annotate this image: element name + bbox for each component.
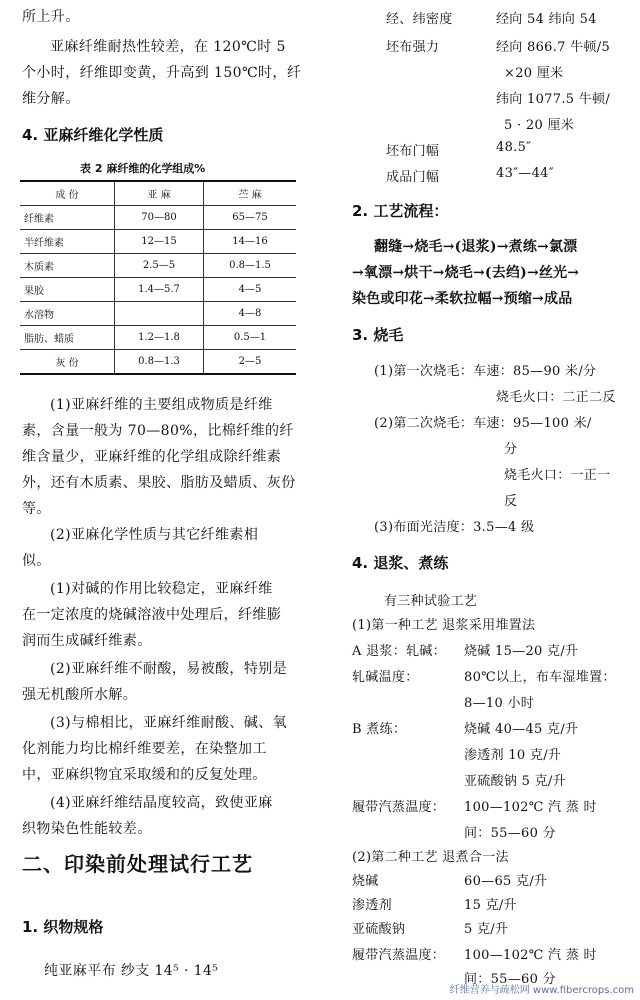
intro-line: 维分解。: [22, 91, 80, 107]
watermark: 纤维营养与疏松网 www.fibercrops.com: [449, 985, 634, 996]
paragraph-line: (1)对碱的作用比较稳定，亚麻纤维: [50, 581, 273, 597]
table-header-cell: 亚 麻: [115, 181, 204, 206]
table-row: [20, 278, 296, 302]
table-row: [20, 326, 296, 350]
process-key: 履带汽蒸温度：: [352, 948, 446, 963]
process-intro: 有三种试验工艺: [384, 594, 478, 609]
table-cell: 木质素: [20, 254, 115, 278]
process-value: 100—102℃ 汽 蒸 时: [464, 800, 597, 815]
singe-line: (3)布面光洁度：3.5—4 级: [374, 520, 535, 535]
table-cell: 4—8: [204, 302, 297, 326]
process-key: 渗透剂: [352, 898, 392, 913]
paragraph-line: 似。: [22, 553, 51, 569]
process-value: 渗透剂 10 克/升: [464, 748, 562, 763]
paragraph-line: (3)与棉相比，亚麻纤维耐酸、碱、氧: [50, 715, 288, 731]
process-title: (2)第二种工艺 退煮合一法: [352, 850, 509, 865]
spec-key: 坯布门幅: [386, 144, 440, 159]
table-cell: 1.4—5.7: [115, 278, 204, 302]
chemical-composition-table: [20, 180, 296, 375]
table-cell: 0.8—1.3: [115, 350, 204, 375]
spec-value: 5 · 20 厘米: [504, 118, 575, 133]
process-key: A 退浆：轧碱：: [352, 644, 446, 659]
intro-line: 个小时，纤维即变黄，升高到 150℃时，纤: [22, 65, 302, 81]
process-value: 间：55—60 分: [464, 826, 556, 841]
spec-value: 43″—44″: [496, 166, 554, 181]
paragraph-line: (4)亚麻纤维结晶度较高，致使亚麻: [50, 795, 273, 811]
table-cell: 果胶: [20, 278, 115, 302]
table-cell: 12—15: [115, 230, 204, 254]
table-cell: 4—5: [204, 278, 297, 302]
intro-line: 所上升。: [22, 9, 80, 25]
paragraph-line: (1)亚麻纤维的主要组成物质是纤维: [50, 397, 273, 413]
paragraph-line: 化剂能力均比棉纤维要差，在染整加工: [22, 741, 267, 757]
table-row: [20, 254, 296, 278]
process-value: 间：55—60 分: [464, 972, 556, 987]
section-heading: 4. 亚麻纤维化学性质: [22, 126, 164, 144]
table-row: [20, 230, 296, 254]
subsection-heading: 2. 工艺流程：: [352, 202, 449, 220]
table-cell: 水溶物: [20, 302, 115, 326]
process-value: 60—65 克/升: [464, 874, 548, 889]
table-header-cell: 苎 麻: [204, 181, 297, 206]
spec-key: 经、纬密度: [386, 12, 453, 27]
process-flow-line: 染色或印花→柔软拉幅→预缩→成品: [352, 291, 573, 307]
subsection-heading: 1. 织物规格: [22, 918, 104, 936]
paragraph-line: 织物染色性能较差。: [22, 821, 152, 837]
spec-value: 纬向 1077.5 牛顿/: [496, 92, 611, 107]
process-key: B 煮练：: [352, 722, 407, 737]
table-cell: 14—16: [204, 230, 297, 254]
process-value: 8—10 小时: [464, 696, 535, 711]
process-flow-line: 翻缝→烧毛→(退浆)→煮练→氯漂: [374, 239, 578, 255]
table-caption: 表 2 麻纤维的化学组成%: [80, 162, 206, 175]
table-cell: 70—80: [115, 206, 204, 230]
singe-line: 反: [504, 494, 518, 509]
chapter-heading: 二、印染前处理试行工艺: [22, 852, 253, 876]
table-row: [20, 302, 296, 326]
table-cell: 2—5: [204, 350, 297, 375]
process-value: 80℃以上，布车湿堆置：: [464, 670, 616, 685]
singe-line: (2)第二次烧毛：车速：95—100 米/: [374, 416, 592, 431]
paragraph-line: 外，还有木质素、果胶、脂肪及蜡质、灰份: [22, 475, 296, 491]
singe-line: 烧毛火口：二正二反: [496, 390, 616, 405]
paragraph-line: 润而生成碱纤维素。: [22, 633, 152, 649]
paragraph-line: 强无机酸所水解。: [22, 687, 138, 703]
paragraph-line: 等。: [22, 501, 51, 517]
spec-value: 经向 54 纬向 54: [496, 12, 597, 27]
process-value: 烧碱 15—20 克/升: [464, 644, 579, 659]
process-key: 轧碱温度：: [352, 670, 419, 685]
table-cell: 半纤维素: [20, 230, 115, 254]
table-cell: 灰 份: [20, 350, 115, 375]
table-cell: 脂肪、蜡质: [20, 326, 115, 350]
spec-value: ×20 厘米: [504, 66, 564, 81]
table-row: [20, 350, 296, 375]
process-key: 烧碱: [352, 874, 379, 889]
process-value: 5 克/升: [464, 922, 509, 937]
intro-line: 亚麻纤维耐热性较差，在 120℃时 5: [50, 39, 286, 55]
subsection-heading: 4. 退浆、煮练: [352, 554, 449, 572]
singe-line: 烧毛火口：一正一: [504, 468, 611, 483]
process-value: 烧碱 40—45 克/升: [464, 722, 579, 737]
spec-value: 经向 866.7 牛顿/5: [496, 40, 611, 55]
paragraph-line: (2)亚麻化学性质与其它纤维素相: [50, 527, 259, 543]
paragraph-line: 中，亚麻织物宜采取缓和的反复处理。: [22, 767, 267, 783]
table-cell: 0.8—1.5: [204, 254, 297, 278]
paragraph-line: 维含量少，亚麻纤维的化学组成除纤维素: [22, 449, 282, 465]
spec-key: 成品门幅: [386, 170, 440, 185]
paragraph-line: 在一定浓度的烧碱溶液中处理后，纤维膨: [22, 607, 282, 623]
table-cell: [115, 302, 204, 326]
table-cell: 65—75: [204, 206, 297, 230]
table-cell: 1.2—1.8: [115, 326, 204, 350]
process-value: 亚硫酸钠 5 克/升: [464, 774, 566, 789]
process-title: (1)第一种工艺 退浆采用堆置法: [352, 618, 536, 633]
table-cell: 纤维素: [20, 206, 115, 230]
subsection-heading: 3. 烧毛: [352, 326, 404, 344]
table-row: [20, 206, 296, 230]
process-key: 亚硫酸钠: [352, 922, 406, 937]
singe-line: (1)第一次烧毛：车速：85—90 米/分: [374, 364, 597, 379]
spec-value: 48.5″: [496, 140, 532, 155]
table-cell: 2.5—5: [115, 254, 204, 278]
table-header-cell: 成 份: [20, 181, 115, 206]
spec-key: 坯布强力: [386, 40, 440, 55]
fabric-spec-line: 纯亚麻平布 纱支 14⁵ · 14⁵: [44, 963, 219, 979]
singe-line: 分: [504, 442, 518, 457]
paragraph-line: 素，含量一般为 70—80%，比棉纤维的纤: [22, 423, 294, 439]
process-key: 履带汽蒸温度：: [352, 800, 446, 815]
process-value: 15 克/升: [464, 898, 517, 913]
table-header-row: [20, 181, 296, 206]
paragraph-line: (2)亚麻纤维不耐酸，易被酸，特别是: [50, 661, 288, 677]
process-flow-line: →氧漂→烘干→烧毛→(去绉)→丝光→: [352, 265, 580, 281]
process-value: 100—102℃ 汽 蒸 时: [464, 948, 597, 963]
table-cell: 0.5—1: [204, 326, 297, 350]
